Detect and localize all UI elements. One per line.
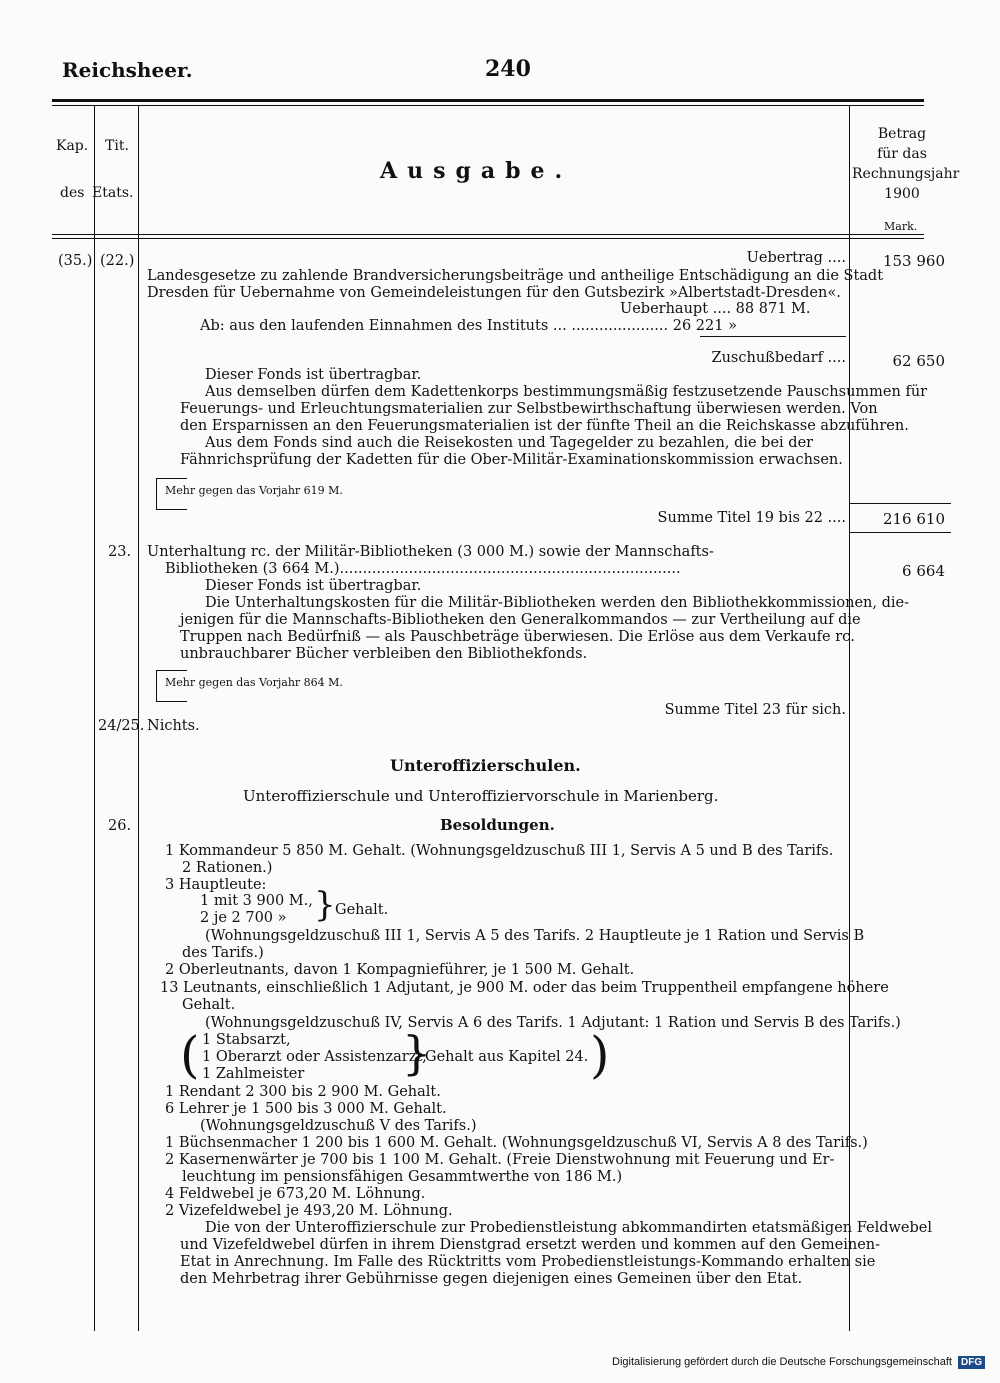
uebertrag: Uebertrag .... <box>746 250 846 266</box>
text-line: 3 Hauptleute: <box>165 877 267 893</box>
hauptleute-gehalt: Gehalt. <box>335 902 389 918</box>
paren-close-icon: ) <box>590 1026 610 1084</box>
text-line: Dieser Fonds ist übertragbar. <box>205 367 422 383</box>
col-line-kap <box>94 105 95 1331</box>
header-bottom-rule-2 <box>52 238 924 239</box>
summe-amount: 216 610 <box>882 510 945 528</box>
text-line: Die Unterhaltungskosten für die Militär-Bibliotheken werden den Bibliothekkommissionen, die- <box>205 595 910 611</box>
sum-rule <box>700 336 846 337</box>
amt-rule <box>849 532 951 533</box>
running-header: Reichsheer. <box>62 58 193 82</box>
col-kap: Kap. <box>56 138 89 154</box>
text-line: (Wohnungsgeldzuschuß V des Tarifs.) <box>200 1118 477 1134</box>
row23-amount: 6 664 <box>902 562 945 580</box>
top-rule-thin <box>52 105 924 106</box>
uebertrag-amount: 153 960 <box>882 252 945 270</box>
paren-open-icon: ( <box>180 1026 200 1084</box>
text-line: Fähnrichsprüfung der Kadetten für die Ober-Militär-Examinationskommission erwachsen. <box>180 452 843 468</box>
text-line: leuchtung im pensionsfähigen Gesammtwerthe von 186 M.) <box>182 1169 623 1185</box>
text-line: 2 Vizefeldwebel je 493,20 M. Löhnung. <box>165 1203 453 1219</box>
brace-text: Gehalt aus Kapitel 24. <box>425 1049 589 1065</box>
text-line: Unterhaltung rc. der Militär-Bibliotheken (3 000 M.) sowie der Mannschafts- <box>147 544 714 560</box>
text-line: Etat in Anrechnung. Im Falle des Rücktritts vom Probedienstleistungs-Kommando erhalten sie <box>180 1254 876 1270</box>
text-line: Landesgesetze zu zahlende Brandversicherungsbeiträge und antheilige Entschädigung an die Stadt <box>147 268 884 284</box>
text-line: 4 Feldwebel je 673,20 M. Löhnung. <box>165 1186 426 1202</box>
mehr-note: Mehr gegen das Vorjahr 619 M. <box>165 484 343 497</box>
text-line: Die von der Unteroffizierschule zur Probedienstleistung abkommandirten etatsmäßigen Feldwebel <box>205 1220 932 1236</box>
ausgabe-heading: Ausgabe. <box>380 158 573 184</box>
mehr-note: Mehr gegen das Vorjahr 864 M. <box>165 676 343 689</box>
text-line: 2 Oberleutnants, davon 1 Kompagnieführer, je 1 500 M. Gehalt. <box>165 962 635 978</box>
text-line: 2 Kasernenwärter je 700 bis 1 100 M. Gehalt. (Freie Dienstwohnung mit Feuerung und Er- <box>165 1152 835 1168</box>
text-line: 1 Kommandeur 5 850 M. Gehalt. (Wohnungsgeldzuschuß III 1, Servis A 5 und B des Tarifs. <box>165 843 834 859</box>
summe-23: Summe Titel 23 für sich. <box>664 702 846 718</box>
zuschuss-amount: 62 650 <box>892 352 945 370</box>
text-line: des Tarifs.) <box>182 945 264 961</box>
tit-24-25: 24/25. <box>98 718 145 734</box>
text-line: Gehalt. <box>182 997 236 1013</box>
col-mark: Mark. <box>884 220 918 233</box>
text-line: 13 Leutnants, einschließlich 1 Adjutant, je 900 M. oder das beim Truppentheil empfangene höhere <box>160 980 889 996</box>
text-line: Dieser Fonds ist übertragbar. <box>205 578 422 594</box>
text-line: Aus demselben dürfen dem Kadettenkorps bestimmungsmäßig festzusetzende Pauschsummen für <box>205 384 928 400</box>
text-line: 1 Büchsenmacher 1 200 bis 1 600 M. Gehalt. (Wohnungsgeldzuschuß VI, Servis A 8 des Tarifs.) <box>165 1135 868 1151</box>
text-line: (Wohnungsgeldzuschuß III 1, Servis A 5 des Tarifs. 2 Hauptleute je 1 Ration und Servis B <box>205 928 865 944</box>
col-betrag: Betrag für das Rechnungsjahr 1900 <box>852 126 960 202</box>
text-line: den Ersparnissen an den Feuerungsmaterialien ist der fünfte Theil an die Reichskasse abzuführen. <box>180 418 909 434</box>
ueberhaupt: Ueberhaupt .... 88 871 M. <box>620 301 811 317</box>
text-line: den Mehrbetrag ihrer Gebührnisse gegen diejenigen eines Gemeinen über den Etat. <box>180 1271 803 1287</box>
section-subtitle: Unteroffizierschule und Unteroffiziervorschule in Marienberg. <box>243 787 719 805</box>
zuschussbedarf: Zuschußbedarf .... <box>711 350 846 366</box>
hauptleute-1: 1 mit 3 900 M., <box>200 893 313 909</box>
page-number: 240 <box>485 56 531 82</box>
header-bottom-rule <box>52 234 924 235</box>
tit-26: 26. <box>108 818 132 834</box>
top-rule <box>52 99 924 102</box>
text-line: Feuerungs- und Erleuchtungsmaterialien zur Selbstbewirthschaftung überwiesen werden. Von <box>180 401 878 417</box>
ab-line: Ab: aus den laufenden Einnahmen des Instituts ... ..................... 26 221 » <box>200 318 737 334</box>
text-line: (Wohnungsgeldzuschuß IV, Servis A 6 des Tarifs. 1 Adjutant: 1 Ration und Servis B des Tarifs.) <box>205 1015 901 1031</box>
brace-item: 1 Zahlmeister <box>202 1066 305 1082</box>
text-line: Bibliotheken (3 664 M.).......................................................................... <box>165 561 681 577</box>
col-tit: Tit. <box>105 138 129 154</box>
text-line: und Vizefeldwebel dürfen in ihrem Dienstgrad ersetzt werden und kommen auf den Gemeinen- <box>180 1237 881 1253</box>
nichts: Nichts. <box>147 718 200 734</box>
text-line: 2 Rationen.) <box>182 860 273 876</box>
amt-rule <box>849 503 951 504</box>
tit-22: (22.) <box>100 253 135 269</box>
brace-item: 1 Oberarzt oder Assistenzarzt, <box>202 1049 427 1065</box>
text-line: Dresden für Uebernahme von Gemeindeleistungen für den Gutsbezirk »Albertstadt-Dresden«. <box>147 285 841 301</box>
besoldungen-heading: Besoldungen. <box>440 816 555 834</box>
kap-35: (35.) <box>58 253 93 269</box>
col-etats: Etats. <box>92 185 134 201</box>
hauptleute-2: 2 je 2 700 » <box>200 910 287 926</box>
text-line: Aus dem Fonds sind auch die Reisekosten und Tagegelder zu bezahlen, die bei der <box>205 435 814 451</box>
section-title: Unteroffizierschulen. <box>390 756 581 775</box>
col-des: des <box>60 185 85 201</box>
tit-23: 23. <box>108 544 132 560</box>
dfg-logo-icon: DFG <box>958 1356 985 1369</box>
brace-icon: } <box>402 1026 432 1080</box>
text-line: 1 Rendant 2 300 bis 2 900 M. Gehalt. <box>165 1084 441 1100</box>
text-line: Truppen nach Bedürfniß — als Pauschbeträge überwiesen. Die Erlöse aus dem Verkaufe rc. <box>180 629 855 645</box>
brace-icon: } <box>314 885 336 925</box>
text-line: 6 Lehrer je 1 500 bis 3 000 M. Gehalt. <box>165 1101 447 1117</box>
text-line: jenigen für die Mannschafts-Bibliotheken den Generalkommandos — zur Vertheilung auf die <box>180 612 861 628</box>
summe-19-22: Summe Titel 19 bis 22 .... <box>657 510 846 526</box>
footer-credit: Digitalisierung gefördert durch die Deutsche Forschungsgemeinschaft DFG <box>612 1356 985 1369</box>
brace-item: 1 Stabsarzt, <box>202 1032 291 1048</box>
text-line: unbrauchbarer Bücher verbleiben den Bibliothekfonds. <box>180 646 588 662</box>
